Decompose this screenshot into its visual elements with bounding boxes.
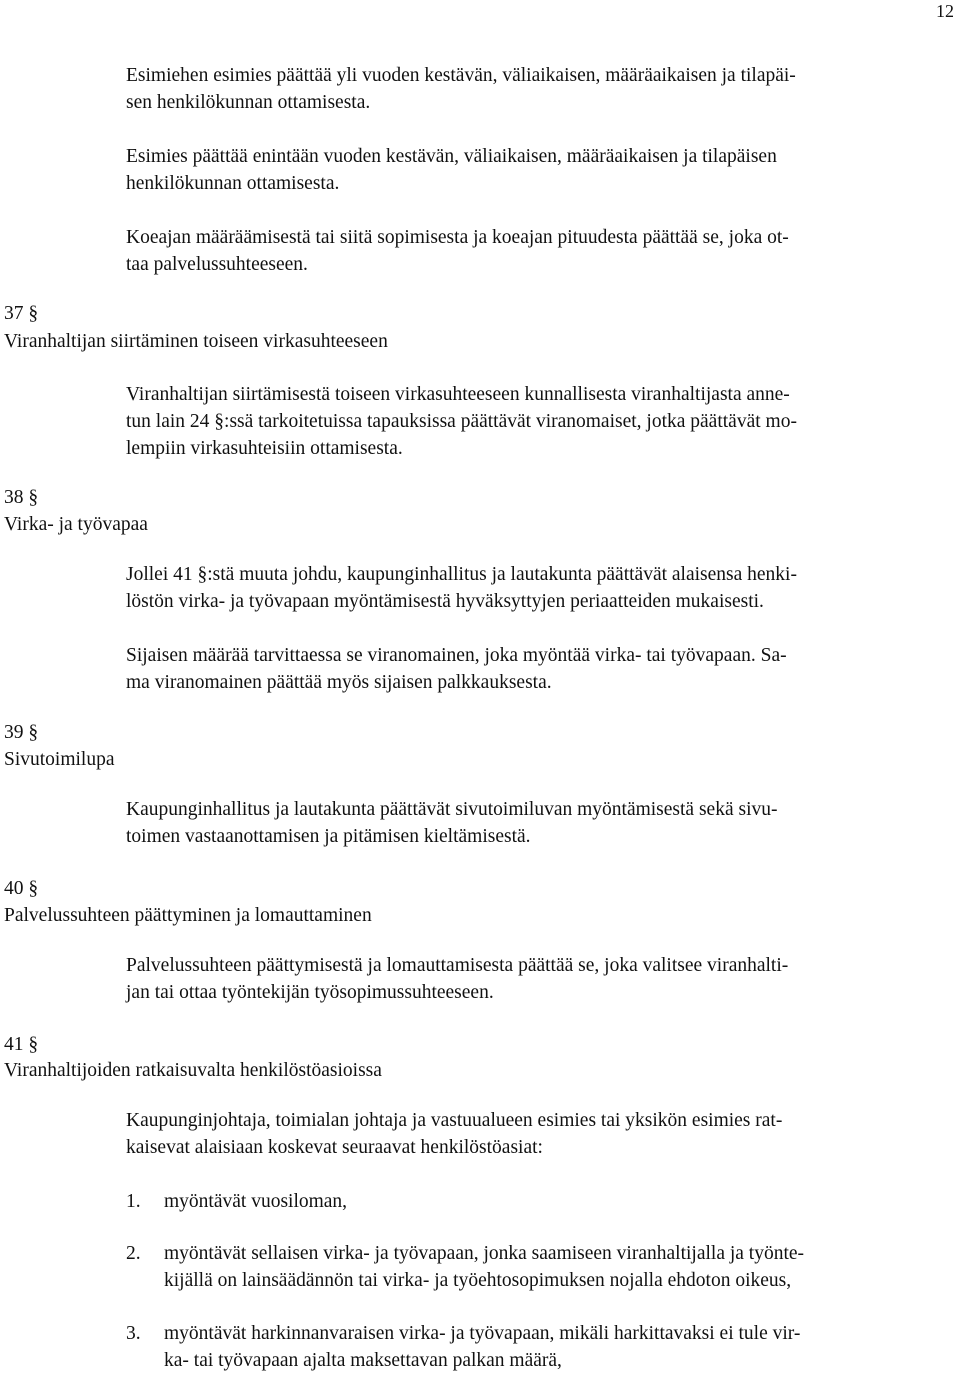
paragraph-line: henkilökunnan ottamisesta. xyxy=(126,173,340,194)
list-item xyxy=(164,1240,804,1294)
section-number: 37 § xyxy=(4,303,39,324)
paragraph-line: Esimiehen esimies päättää yli vuoden kestävän, väliaikaisen, määräaikaisen ja tilapäi- xyxy=(126,65,796,86)
page-number: 12 xyxy=(936,1,954,21)
paragraph-line: Jollei 41 §:stä muuta johdu, kaupunginhallitus ja lautakunta päättävät alaisensa henki- xyxy=(126,564,797,585)
paragraph xyxy=(126,642,787,696)
list-item xyxy=(164,1188,347,1215)
paragraph-line: sen henkilökunnan ottamisesta. xyxy=(126,92,371,113)
paragraph-line: Esimies päättää enintään vuoden kestävän, väliaikaisen, määräaikaisen ja tilapäisen xyxy=(126,146,777,167)
paragraph-line: kaisevat alaisiaan koskevat seuraavat henkilöstöasiat: xyxy=(126,1137,543,1158)
paragraph-line: jan tai ottaa työntekijän työsopimussuhteeseen. xyxy=(126,982,494,1003)
list-item-line: ka- tai työvapaan ajalta maksettavan palkan määrä, xyxy=(164,1350,562,1371)
section-number: 41 § xyxy=(4,1034,39,1055)
list-item-line: myöntävät sellaisen virka- ja työvapaan, jonka saamiseen viranhaltijalla ja työnte- xyxy=(164,1243,805,1264)
paragraph-line: toimen vastaanottamisen ja pitämisen kieltämisestä. xyxy=(126,826,531,847)
section-number: 39 § xyxy=(4,722,39,743)
list-item-number: 2. xyxy=(126,1243,141,1264)
paragraph xyxy=(126,952,788,1006)
paragraph xyxy=(126,796,778,850)
section-title: Virka- ja työvapaa xyxy=(4,514,148,535)
paragraph-line: tun lain 24 §:ssä tarkoitetuissa tapauksissa päättävät viranomaiset, jotka päättävät mo- xyxy=(126,411,797,432)
paragraph xyxy=(126,561,797,615)
paragraph xyxy=(126,224,789,278)
section-number: 40 § xyxy=(4,878,39,899)
paragraph-line: taa palvelussuhteeseen. xyxy=(126,254,308,275)
list-item-number: 1. xyxy=(126,1191,141,1212)
paragraph-line: Viranhaltijan siirtämisestä toiseen virkasuhteeseen kunnallisesta viranhaltijasta anne- xyxy=(126,384,790,405)
paragraph-line: Koeajan määräämisestä tai siitä sopimisesta ja koeajan pituudesta päättää se, joka ot- xyxy=(126,227,789,248)
paragraph xyxy=(126,62,796,116)
paragraph xyxy=(126,1107,782,1161)
list-item-line: kijällä on lainsäädännön tai virka- ja työehtosopimuksen nojalla ehdoton oikeus, xyxy=(164,1270,792,1291)
paragraph-line: Sijaisen määrää tarvittaessa se viranomainen, joka myöntää virka- tai työvapaan. Sa- xyxy=(126,645,787,666)
paragraph-line: Kaupunginjohtaja, toimialan johtaja ja vastuualueen esimies tai yksikön esimies rat- xyxy=(126,1110,783,1131)
list-item-number: 3. xyxy=(126,1323,141,1344)
paragraph-line: lempiin virkasuhteisiin ottamisesta. xyxy=(126,438,403,459)
section-number: 38 § xyxy=(4,487,39,508)
list-item-line: myöntävät harkinnanvaraisen virka- ja työvapaan, mikäli harkittavaksi ei tule vir- xyxy=(164,1323,801,1344)
paragraph-line: Kaupunginhallitus ja lautakunta päättävät sivutoimiluvan myöntämisestä sekä sivu- xyxy=(126,799,778,820)
section-title: Sivutoimilupa xyxy=(4,749,115,770)
section-title: Viranhaltijoiden ratkaisuvalta henkilöstöasioissa xyxy=(4,1060,382,1081)
paragraph-line: löstön virka- ja työvapaan myöntämisestä hyväksyttyjen periaatteiden mukaisesti. xyxy=(126,591,764,612)
paragraph xyxy=(126,381,797,462)
paragraph xyxy=(126,143,777,197)
list-item xyxy=(164,1320,800,1374)
list-item-line: myöntävät vuosiloman, xyxy=(164,1191,348,1212)
paragraph-line: Palvelussuhteen päättymisestä ja lomauttamisesta päättää se, joka valitsee viranhalti- xyxy=(126,955,789,976)
section-title: Viranhaltijan siirtäminen toiseen virkasuhteeseen xyxy=(4,331,388,352)
paragraph-line: ma viranomainen päättää myös sijaisen palkkauksesta. xyxy=(126,672,552,693)
section-title: Palvelussuhteen päättyminen ja lomauttaminen xyxy=(4,905,372,926)
